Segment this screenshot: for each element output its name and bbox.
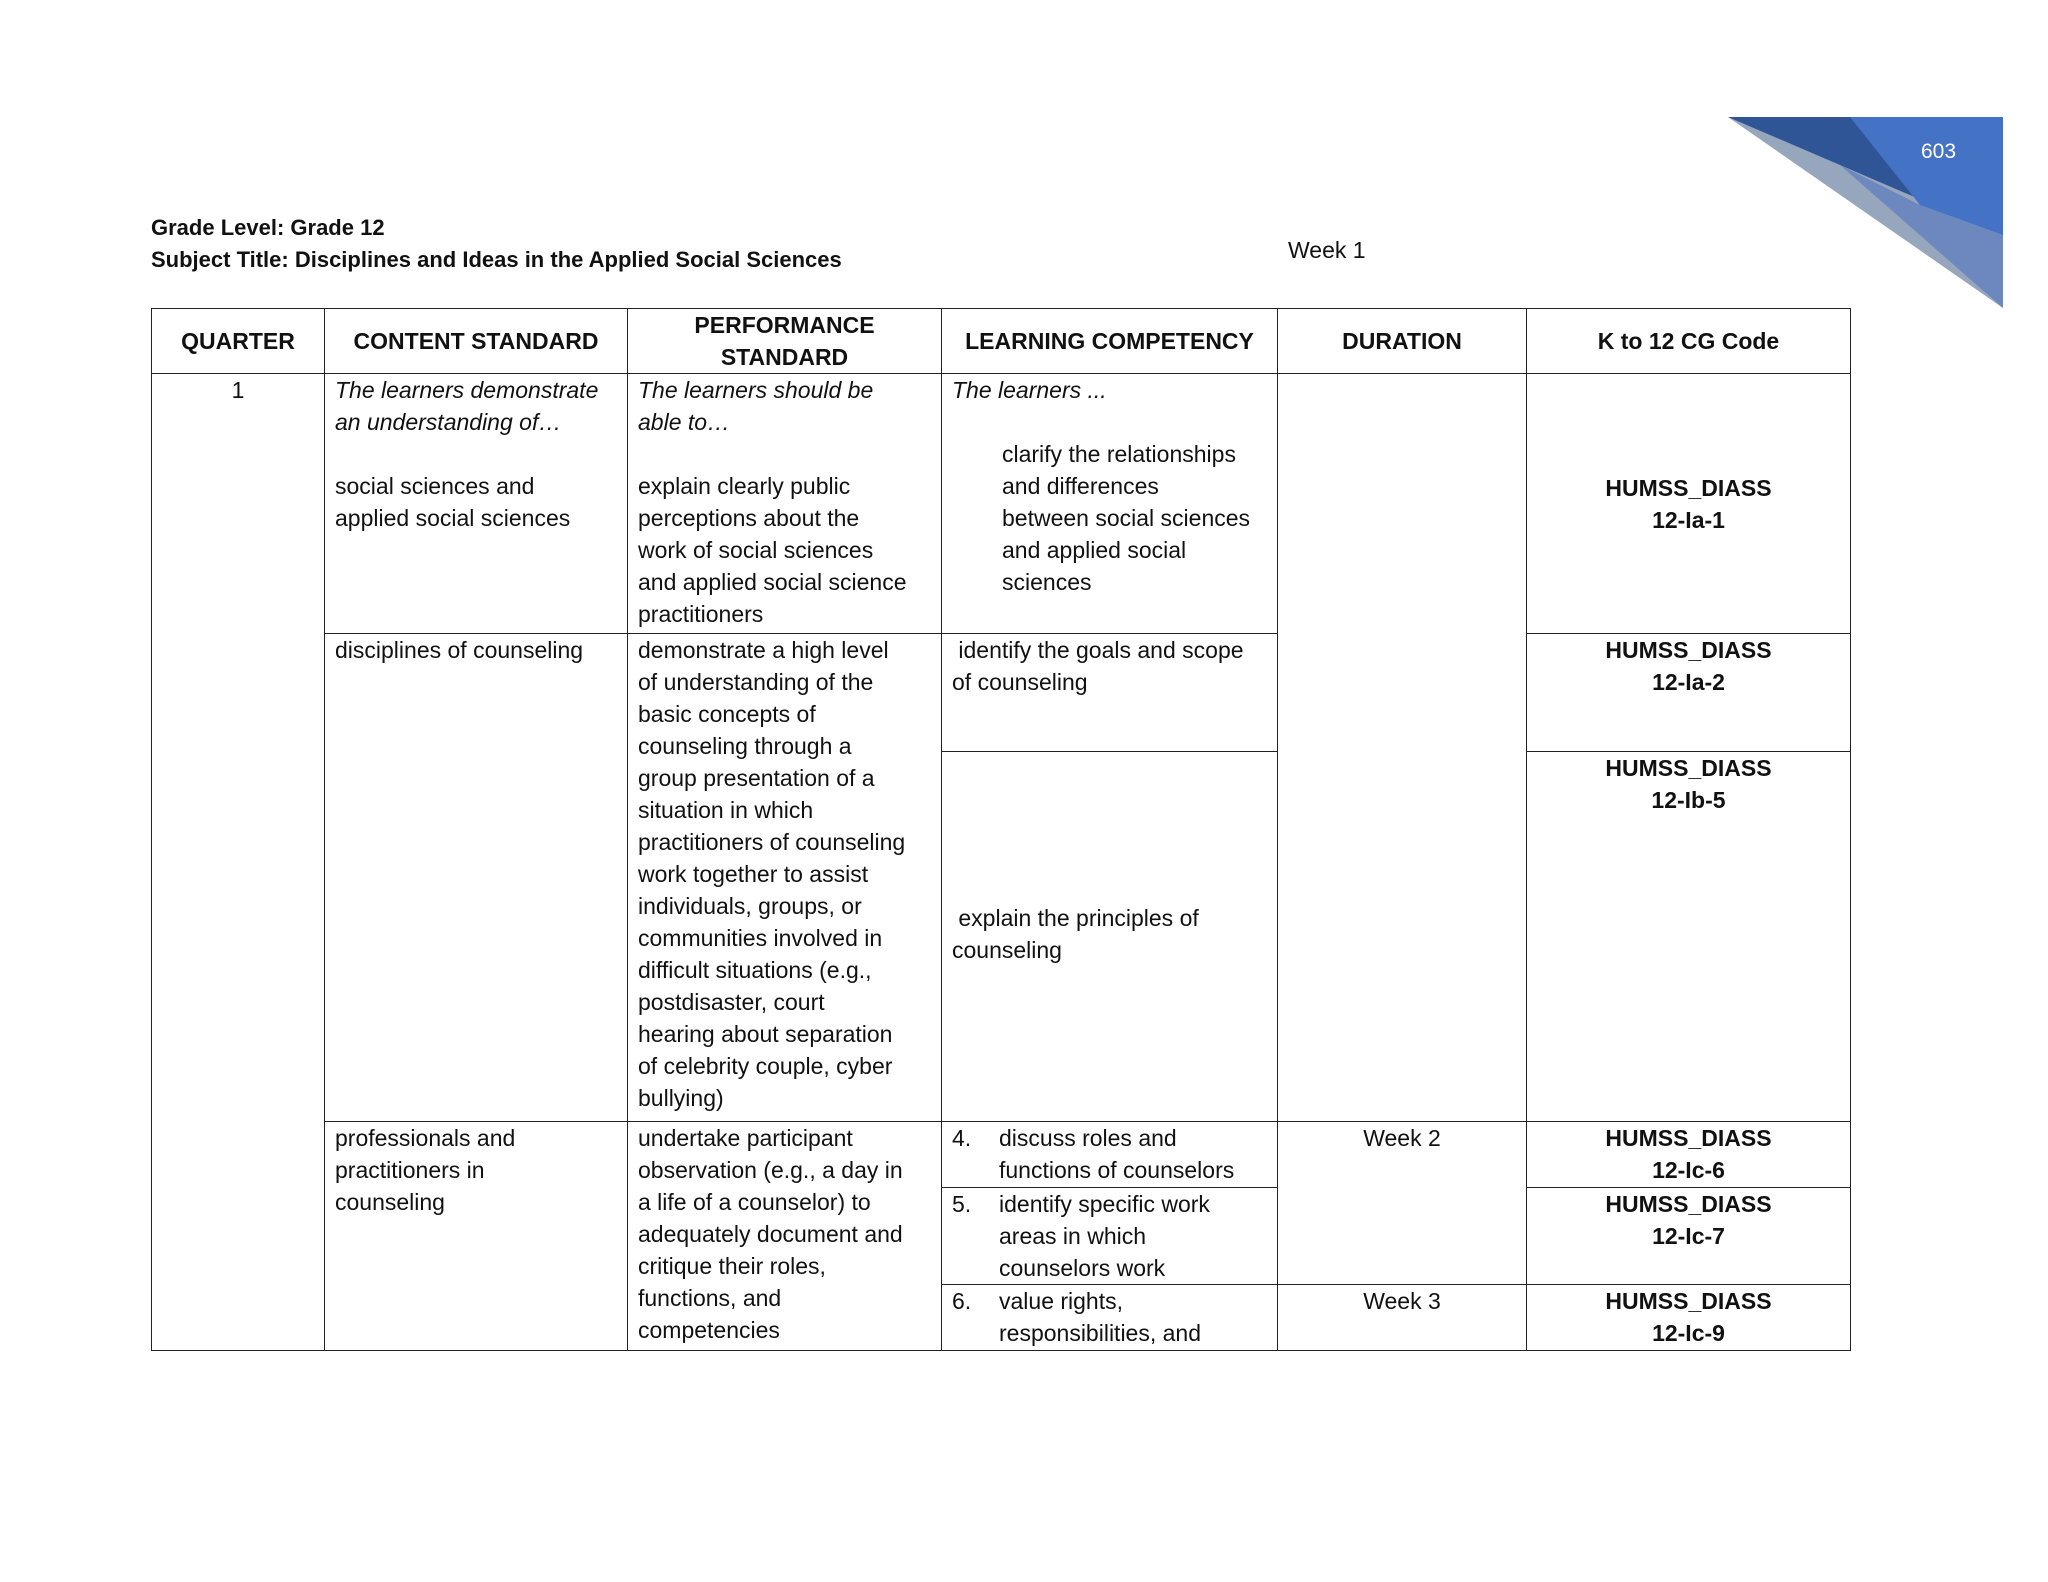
code-line: HUMSS_DIASS: [1605, 1288, 1772, 1314]
performance-line: functions, and: [638, 1285, 782, 1311]
performance-line: communities involved in: [638, 925, 883, 951]
content-line: disciplines of counseling: [335, 637, 584, 663]
performance-line: perceptions about the: [638, 505, 860, 531]
learning-competency-cell: [942, 1122, 1278, 1188]
col-header-quarter: QUARTER: [152, 309, 325, 374]
performance-line: situation in which: [638, 797, 814, 823]
competency-number: 6.: [952, 1288, 972, 1314]
code-cell: [1527, 752, 1851, 1122]
competency-item: [952, 1285, 1267, 1349]
table-row: [152, 634, 1851, 752]
grade-level: Grade Level: Grade 12: [151, 215, 385, 240]
code-line: 12-Ic-9: [1652, 1320, 1725, 1346]
performance-line: a life of a counselor) to: [638, 1189, 871, 1215]
learning-competency-cell: [942, 1188, 1278, 1285]
competency-number: 4.: [952, 1125, 972, 1151]
code-cell: [1527, 1122, 1851, 1188]
code-line: 12-Ic-6: [1652, 1157, 1725, 1183]
performance-line: bullying): [638, 1085, 724, 1111]
performance-line: hearing about separation: [638, 1021, 893, 1047]
col-header-duration: DURATION: [1278, 309, 1527, 374]
quarter-cell: [152, 374, 325, 1351]
performance-line: counseling through a: [638, 733, 852, 759]
competency-intro: The learners ...: [952, 377, 1107, 403]
table-header-row: [152, 309, 1851, 374]
performance-line: demonstrate a high level: [638, 637, 889, 663]
col-header-code: K to 12 CG Code: [1527, 309, 1851, 374]
col-header-performance-line2: STANDARD: [720, 344, 849, 370]
competency-line: clarify the relationships: [1002, 441, 1236, 467]
content-standard-cell: [325, 374, 628, 634]
performance-line: and applied social science: [638, 569, 907, 595]
col-header-performance-line1: PERFORMANCE: [694, 312, 875, 338]
duration-value: Week 3: [1363, 1288, 1441, 1314]
competency-line: responsibilities, and: [999, 1320, 1202, 1346]
performance-intro-line: The learners should be: [638, 377, 874, 403]
performance-line: individuals, groups, or: [638, 893, 862, 919]
competency-line: value rights,: [999, 1288, 1124, 1314]
learning-competency-cell: [942, 634, 1278, 752]
performance-line: of celebrity couple, cyber: [638, 1053, 893, 1079]
performance-line: difficult situations (e.g.,: [638, 957, 872, 983]
competency-line: functions of counselors: [999, 1157, 1235, 1183]
competency-line: sciences: [1002, 569, 1092, 595]
performance-line: practitioners: [638, 601, 764, 627]
competency-line: of counseling: [952, 669, 1088, 695]
performance-standard-cell: [628, 1122, 942, 1351]
learning-competency-cell: [942, 752, 1278, 1122]
competency-number: 5.: [952, 1191, 972, 1217]
performance-line: competencies: [638, 1317, 780, 1343]
performance-line: critique their roles,: [638, 1253, 826, 1279]
learning-competency-cell: [942, 374, 1278, 634]
code-line: 12-Ia-2: [1652, 669, 1725, 695]
col-header-performance-standard: [628, 309, 942, 374]
performance-line: postdisaster, court: [638, 989, 825, 1015]
content-line: applied social sciences: [335, 505, 571, 531]
page-number: 603: [1921, 140, 1957, 163]
performance-line: work together to assist: [638, 861, 869, 887]
performance-standard-cell: [628, 634, 942, 1122]
code-line: 12-Ib-5: [1651, 787, 1726, 813]
table-row: [152, 374, 1851, 634]
duration-cell: [1278, 1122, 1527, 1285]
competency-line: areas in which: [999, 1223, 1147, 1249]
code-cell: [1527, 1285, 1851, 1351]
code-line: HUMSS_DIASS: [1605, 474, 1772, 501]
code-cell: [1527, 374, 1851, 634]
content-line: counseling: [335, 1189, 445, 1215]
competency-line: identify the goals and scope: [952, 637, 1244, 663]
performance-line: explain clearly public: [638, 473, 851, 499]
competency-line: counselors work: [999, 1255, 1166, 1281]
competency-line: discuss roles and: [999, 1125, 1177, 1151]
code-line: 12-Ia-1: [1652, 506, 1725, 533]
competency-line: and applied social: [1002, 537, 1187, 563]
content-line: practitioners in: [335, 1157, 485, 1183]
content-intro-line: an understanding of…: [335, 409, 562, 435]
performance-line: practitioners of counseling: [638, 829, 906, 855]
performance-line: basic concepts of: [638, 701, 816, 727]
content-intro-line: The learners demonstrate: [335, 377, 599, 403]
content-line: social sciences and: [335, 473, 535, 499]
duration-value: Week 2: [1363, 1125, 1441, 1151]
col-header-content-standard: CONTENT STANDARD: [325, 309, 628, 374]
code-line: HUMSS_DIASS: [1605, 1191, 1772, 1217]
learning-competency-cell: [942, 1285, 1278, 1351]
competency-line: explain the principles of: [952, 905, 1199, 931]
duration-cell: [1278, 1285, 1527, 1351]
competency-line: between social sciences: [1002, 505, 1251, 531]
table-row: [152, 1122, 1851, 1188]
competency-item: [952, 1188, 1267, 1284]
content-line: professionals and: [335, 1125, 516, 1151]
code-line: HUMSS_DIASS: [1605, 637, 1772, 663]
performance-line: observation (e.g., a day in: [638, 1157, 903, 1183]
content-standard-cell: [325, 634, 628, 1122]
code-line: HUMSS_DIASS: [1605, 1125, 1772, 1151]
competency-item: [952, 1122, 1267, 1186]
quarter-value: 1: [231, 377, 245, 403]
performance-line: adequately document and: [638, 1221, 903, 1247]
performance-line: group presentation of a: [638, 765, 875, 791]
performance-line: of understanding of the: [638, 669, 874, 695]
subject-title: Subject Title: Disciplines and Ideas in the Applied Social Sciences: [151, 247, 842, 272]
content-standard-cell: [325, 1122, 628, 1351]
performance-line: undertake participant: [638, 1125, 853, 1151]
competency-line: counseling: [952, 937, 1062, 963]
competency-line: identify specific work: [999, 1191, 1210, 1217]
performance-line: work of social sciences: [638, 537, 874, 563]
performance-standard-cell: [628, 374, 942, 634]
code-cell: [1527, 634, 1851, 752]
code-line: HUMSS_DIASS: [1605, 755, 1772, 781]
duration-value: Week 1: [1288, 237, 1366, 263]
code-cell: [1527, 1188, 1851, 1285]
performance-intro-line: able to…: [638, 409, 731, 435]
col-header-learning-competency: LEARNING COMPETENCY: [942, 309, 1278, 374]
code-line: 12-Ic-7: [1652, 1223, 1725, 1249]
competency-line: and differences: [1002, 473, 1159, 499]
